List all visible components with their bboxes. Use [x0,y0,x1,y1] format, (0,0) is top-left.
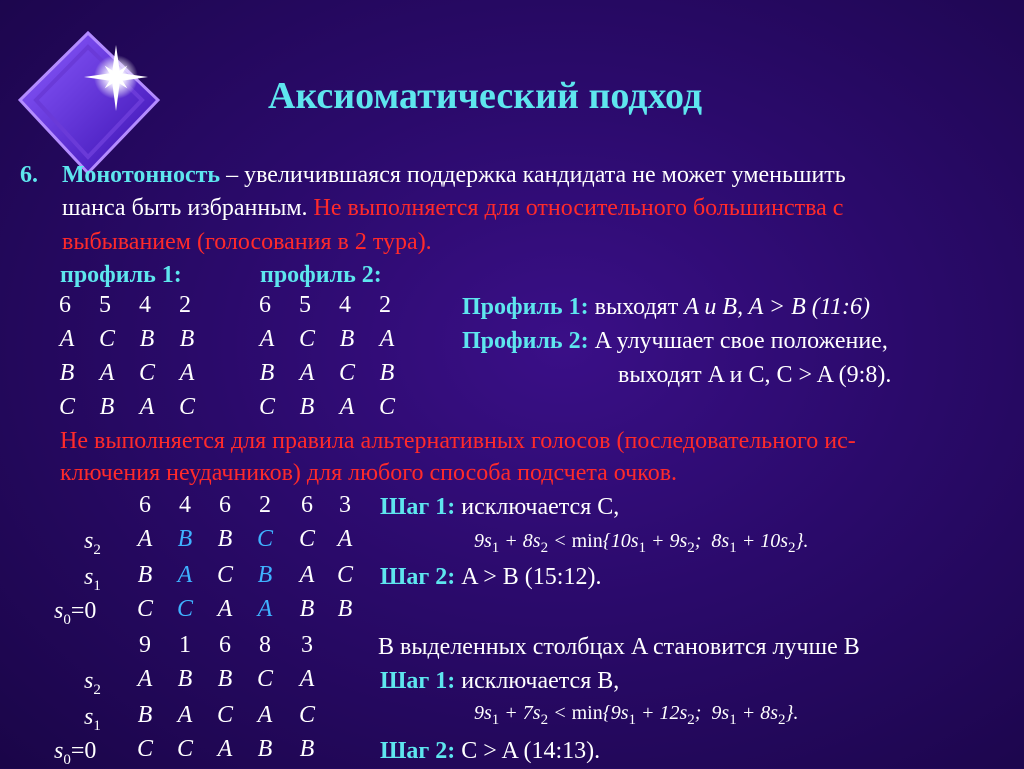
t1-step-1: Шаг 1: исключается C, [380,494,620,520]
t2-note: В выделенных столбцах A становится лучше B [378,634,860,660]
s2-label: $s_2$ [84,668,101,698]
p1-count: 6 [59,292,71,318]
p1-cell: C [58,394,75,420]
p2-cell: A [339,394,355,420]
t2-cell: A [177,702,193,728]
t1-count: 6 [139,492,151,518]
item-line-3: выбыванием (голосования в 2 тура). [62,229,432,255]
t1-count: 2 [259,492,271,518]
t1-count: 4 [179,492,191,518]
alt-line-2: ключения неудачников) для любого способа подсчета очков. [60,460,678,486]
t1-cell: A [177,562,193,588]
t1-step-2: Шаг 2: A > B (15:12). [380,564,602,590]
p2-cell: A [299,360,315,386]
s2-label: $s_2$ [84,528,101,558]
t1-cell: C [336,562,353,588]
t2-cell: C [136,736,153,762]
profile-1-note: Профиль 1: выходят A и B, A > B (11:6) [462,294,870,320]
p2-count: 4 [339,292,351,318]
t1-cell: C [256,526,273,552]
t1-formula: $9s_1 + 8s_2 < \min\{10s_1 + 9s_2$; $8s_1 + 10s_2$}. [474,530,809,556]
t2-cell: B [299,736,315,762]
s1-label: $s_1$ [84,704,101,734]
p2-cell: C [378,394,395,420]
item-line-1: Монотонность – увеличившаяся поддержка кандидата не может уменьшить [62,162,846,188]
p1-cell: B [59,360,75,386]
t1-cell: B [337,596,353,622]
profile-2-label: профиль 2: [260,262,382,288]
p1-cell: C [98,326,115,352]
p1-cell: B [99,394,115,420]
t1-cell: A [299,562,315,588]
p1-cell: C [138,360,155,386]
item-number: 6. [20,162,38,188]
t2-cell: B [257,736,273,762]
t1-cell: A [257,596,273,622]
p1-cell: B [139,326,155,352]
p2-count: 5 [299,292,311,318]
profile-2-note-cont: выходят A и C, C > A (9:8). [618,362,892,388]
t2-count: 8 [259,632,271,658]
t2-formula: $9s_1 + 7s_2 < \min\{9s_1 + 12s_2$; $9s_1 + 8s_2$}. [474,702,799,728]
t1-count: 6 [301,492,313,518]
p1-count: 4 [139,292,151,318]
p1-cell: C [178,394,195,420]
p2-cell: B [259,360,275,386]
t2-count: 6 [219,632,231,658]
item-line-2: шанса быть избранным. Не выполняется для относительного большинства с [62,195,844,221]
p2-cell: A [379,326,395,352]
item-term: Монотонность [62,162,221,188]
t2-cell: C [216,702,233,728]
p2-cell: C [298,326,315,352]
alt-line-1: Не выполняется для правила альтернативных голосов (последовательного ис- [60,428,856,454]
t1-cell: A [217,596,233,622]
p2-cell: B [339,326,355,352]
t1-cell: C [136,596,153,622]
profile-1-label: профиль 1: [60,262,182,288]
t1-cell: B [257,562,273,588]
t2-cell: B [137,702,153,728]
p1-cell: A [179,360,195,386]
t1-cell: C [216,562,233,588]
t2-step-1: Шаг 1: исключается B, [380,668,620,694]
s0-label: $s_0=0$ [54,598,97,628]
t1-cell: B [177,526,193,552]
t2-cell: C [298,702,315,728]
t2-step-2: Шаг 2: C > A (14:13). [380,738,601,764]
t2-cell: A [299,666,315,692]
p1-cell: A [99,360,115,386]
p1-cell: A [59,326,75,352]
t1-cell: B [299,596,315,622]
t1-cell: B [217,526,233,552]
p2-cell: C [258,394,275,420]
t2-cell: C [176,736,193,762]
s0-label: $s_0=0$ [54,738,97,768]
p1-count: 5 [99,292,111,318]
t2-cell: C [256,666,273,692]
t2-cell: A [257,702,273,728]
s1-label: $s_1$ [84,564,101,594]
p1-count: 2 [179,292,191,318]
p1-cell: A [139,394,155,420]
t1-count: 6 [219,492,231,518]
p2-count: 2 [379,292,391,318]
p2-cell: C [338,360,355,386]
t2-cell: B [217,666,233,692]
p2-cell: B [299,394,315,420]
p2-count: 6 [259,292,271,318]
t2-cell: A [217,736,233,762]
t1-count: 3 [339,492,351,518]
t2-count: 1 [179,632,191,658]
profile-2-note: Профиль 2: A улучшает свое положение, [462,328,888,354]
p2-cell: A [259,326,275,352]
t1-cell: B [137,562,153,588]
t1-cell: A [337,526,353,552]
t2-count: 9 [139,632,151,658]
p1-cell: B [179,326,195,352]
p2-cell: B [379,360,395,386]
page-title: Аксиоматический подход [268,75,703,117]
t2-cell: B [177,666,193,692]
t1-cell: A [137,526,153,552]
t2-cell: A [137,666,153,692]
t2-count: 3 [301,632,313,658]
t1-cell: C [298,526,315,552]
t1-cell: C [176,596,193,622]
